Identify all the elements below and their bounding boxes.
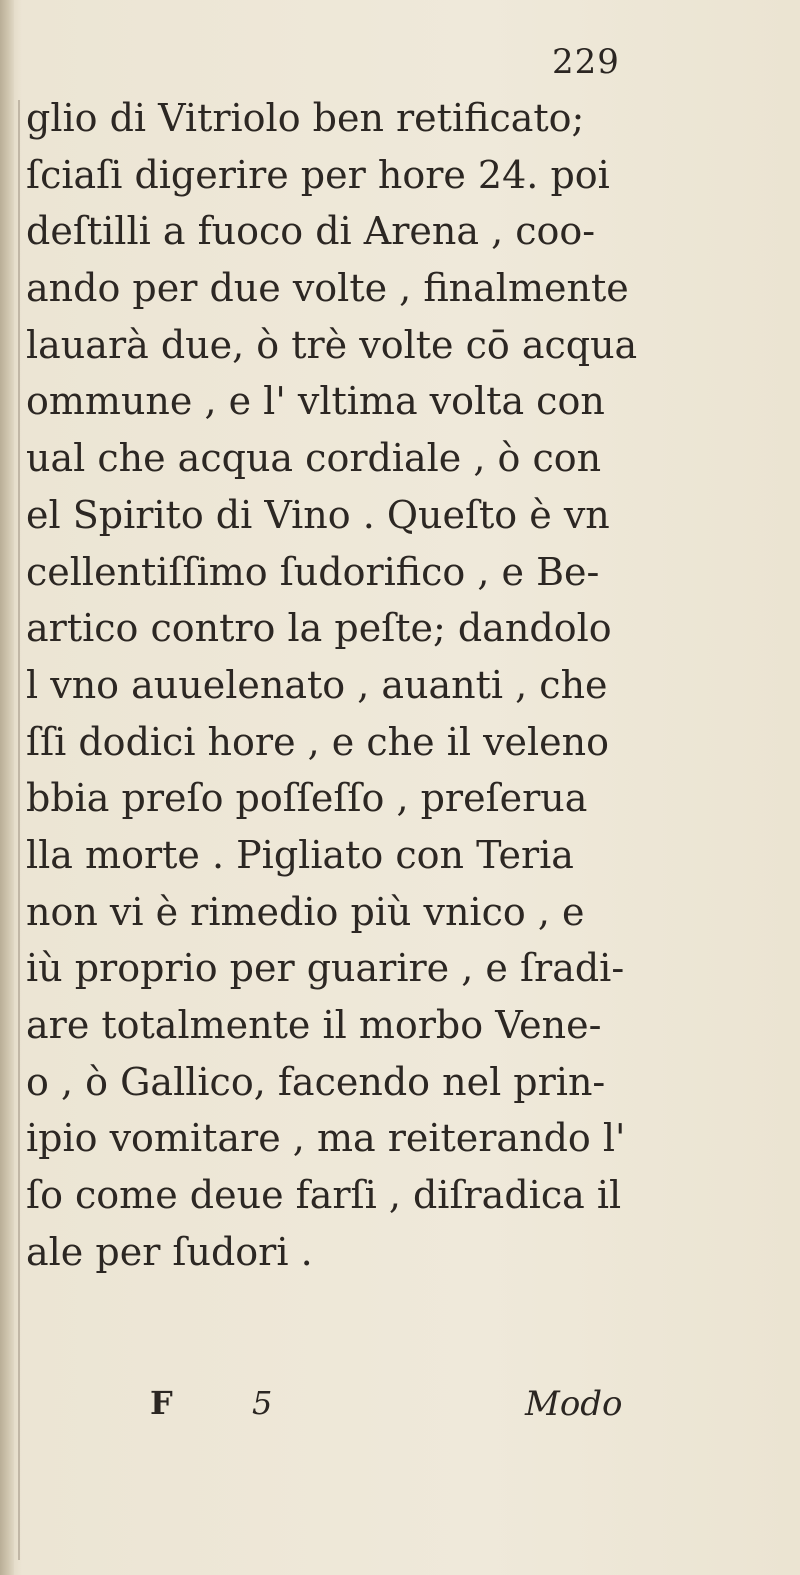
signature-number: 5 xyxy=(252,1384,273,1422)
text-line: ipio vomitare , ma reiterando l' xyxy=(26,1116,626,1161)
text-line: lauarà due, ò trè volte cō acqua xyxy=(26,322,638,367)
text-line: cellentiſſimo ſudorifico , e Be- xyxy=(26,549,600,594)
text-line: ſo come deue farſi , diſradica il xyxy=(26,1173,622,1218)
text-line: ando per due volte , finalmente xyxy=(26,266,629,311)
text-line: ual che acqua cordiale , ò con xyxy=(26,436,602,481)
gutter-shadow-line xyxy=(18,100,20,1560)
text-line: ſſi dodici hore , e che il veleno xyxy=(26,719,610,764)
text-line: non vi è rimedio più vnico , e xyxy=(26,889,585,934)
page-gutter xyxy=(0,0,14,1575)
text-line: l vno auuelenato , auanti , che xyxy=(26,662,608,707)
text-line: bbia preſo poſſeſſo , preſerua xyxy=(26,776,588,821)
text-line: ſciaſi digerire per hore 24. poi xyxy=(26,152,610,197)
catchword: Modo xyxy=(525,1384,623,1424)
text-line: glio di Vitriolo ben retificato; xyxy=(26,96,585,140)
signature-mark: F xyxy=(150,1384,173,1422)
text-line: ommune , e l' vltima volta con xyxy=(26,379,605,424)
text-line: o , ò Gallico, facendo nel prin- xyxy=(26,1059,606,1104)
page-number: 229 xyxy=(552,42,620,82)
text-line: el Spirito di Vino . Queſto è vn xyxy=(26,492,610,537)
text-line: are totalmente il morbo Vene- xyxy=(26,1003,602,1047)
text-line: iù proprio per guarire , e ſradi- xyxy=(26,946,625,991)
text-line: artico contro la peſte; dandolo xyxy=(26,606,612,651)
text-line: deſtilli a fuoco di Arena , coo- xyxy=(26,209,596,254)
body-text xyxy=(26,90,746,1280)
text-line: lla morte . Pigliato con Teria xyxy=(26,832,574,877)
page-footer xyxy=(0,1384,800,1444)
text-line: ale per ſudori . xyxy=(26,1229,313,1274)
